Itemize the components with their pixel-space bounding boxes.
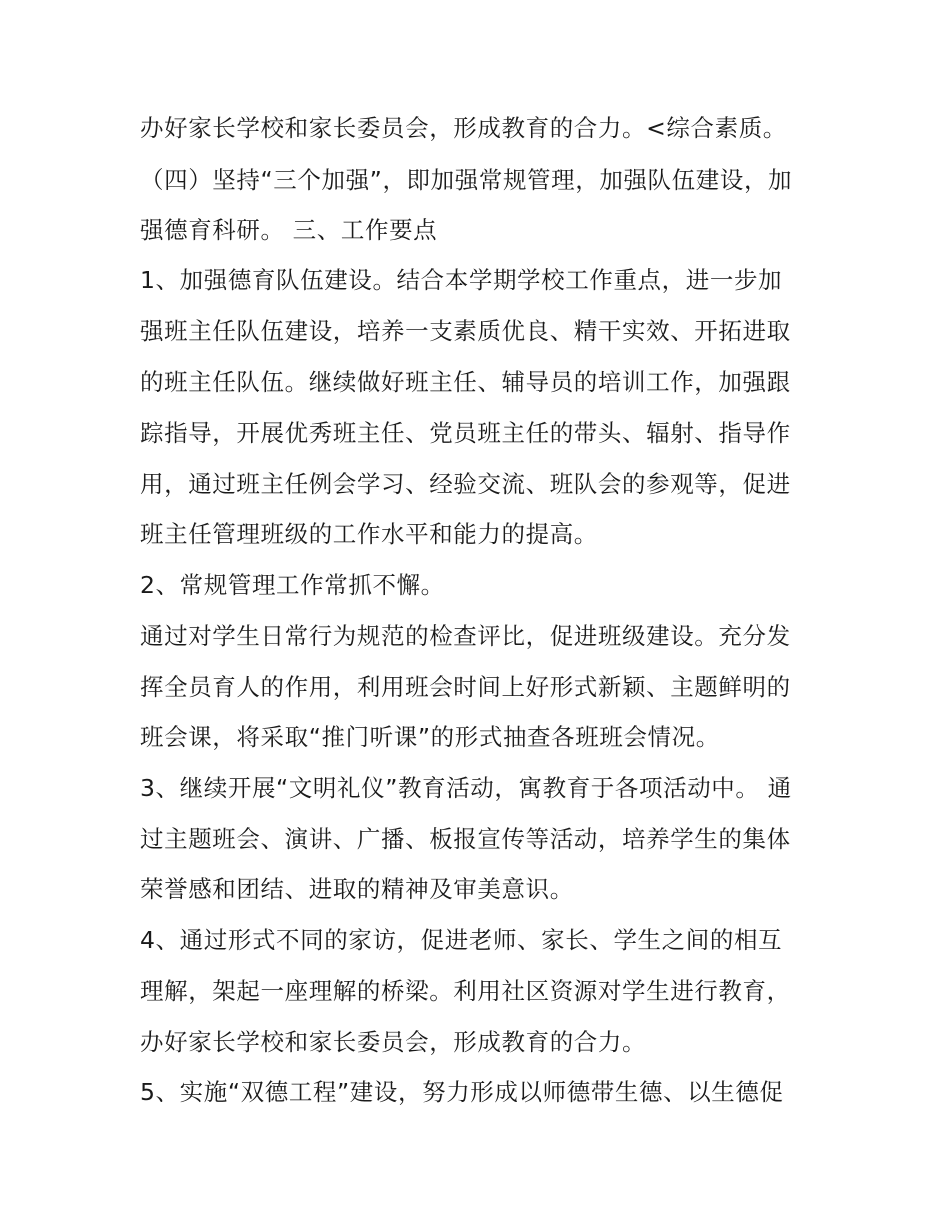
text-line: 5、实施“双德工程”建设，努力形成以师德带生德、以生德促	[140, 1078, 784, 1106]
text-line: （四）坚持“三个加强”，即加强常规管理，加强队伍建设，加	[140, 166, 793, 194]
text-line: 荣誉感和团结、进取的精神及审美意识。	[140, 875, 574, 903]
text-line: 用，通过班主任例会学习、经验交流、班队会的参观等，促进	[140, 470, 791, 498]
text-line: 4、通过形式不同的家访，促进老师、家长、学生之间的相互	[140, 926, 783, 954]
text-line: 3、继续开展“文明礼仪”教育活动，寓教育于各项活动中。 通	[140, 774, 792, 802]
text-line: 的班主任队伍。继续做好班主任、辅导员的培训工作，加强跟	[140, 368, 791, 396]
text-line: 踪指导，开展优秀班主任、党员班主任的带头、辐射、指导作	[140, 419, 791, 447]
text-line: 2、常规管理工作常抓不懈。	[140, 571, 445, 599]
text-line: 办好家长学校和家长委员会，形成教育的合力。<综合素质。	[140, 114, 787, 142]
text-line: 强班主任队伍建设，培养一支素质优良、精干实效、开拓进取	[140, 317, 791, 345]
text-line: 理解，架起一座理解的桥梁。利用社区资源对学生进行教育，	[140, 977, 791, 1005]
text-line: 挥全员育人的作用，利用班会时间上好形式新颖、主题鲜明的	[140, 673, 791, 701]
text-line: 班主任管理班级的工作水平和能力的提高。	[140, 520, 598, 548]
text-line: 强德育科研。 三、工作要点	[140, 216, 438, 244]
text-line: 1、加强德育队伍建设。结合本学期学校工作重点，进一步加	[140, 266, 783, 294]
text-line: 通过对学生日常行为规范的检查评比，促进班级建设。充分发	[140, 622, 791, 650]
text-line: 办好家长学校和家长委员会，形成教育的合力。	[140, 1028, 647, 1056]
text-line: 班会课，将采取“推门听课”的形式抽查各班班会情况。	[140, 723, 720, 751]
text-line: 过主题班会、演讲、广播、板报宣传等活动，培养学生的集体	[140, 825, 791, 853]
